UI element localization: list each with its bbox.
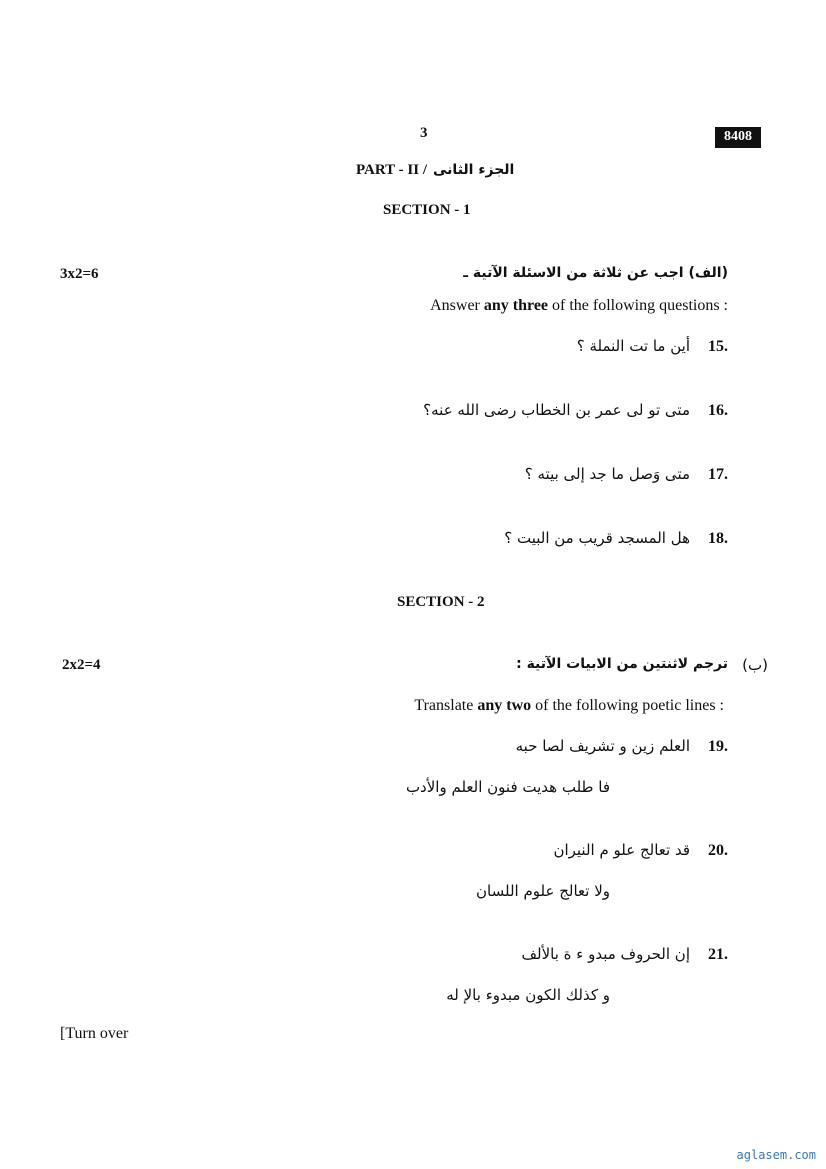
question-17	[525, 465, 728, 484]
question-number: 20.	[708, 842, 728, 859]
question-20	[553, 841, 728, 860]
turn-over-note: [Turn over	[60, 1025, 129, 1042]
instruction-en-bold: any three	[483, 297, 549, 314]
question-text: أين ما تت النملة ؟	[576, 337, 690, 355]
section-2-instruction-ar: ترجم لاثنتين من الابيات الآتية :	[516, 656, 728, 672]
section-1-marks: 3x2=6	[60, 266, 99, 282]
poem-line-1: إن الحروف مبدو ء ة بالألف	[521, 945, 690, 963]
poem-line-1: العلم زين و تشريف لصا حبه	[515, 737, 690, 755]
paper-code-badge: 8408	[715, 127, 761, 148]
question-16	[423, 401, 728, 420]
question-number: 19.	[708, 738, 728, 755]
question-number: 17.	[708, 466, 728, 483]
poem-line-2: ولا تعالج علوم اللسان	[476, 882, 610, 900]
question-number: 18.	[708, 530, 728, 547]
question-18	[504, 529, 728, 548]
poem-line-2: فا طلب هديت فنون العلم والأدب	[405, 778, 610, 796]
part-title	[356, 162, 514, 179]
instruction-en-post: of the following questions :	[548, 297, 728, 314]
question-text: متى وَصل ما جد إلى بيته ؟	[524, 465, 690, 483]
section-2-marks: 2x2=4	[62, 657, 101, 673]
question-text: هل المسجد قريب من البيت ؟	[504, 529, 690, 547]
section-1-title: SECTION - 1	[383, 202, 471, 218]
section-2-label-ar: (ب)	[742, 656, 768, 674]
question-19	[516, 737, 728, 756]
part-title-en: PART - II /	[356, 162, 428, 178]
question-number: 16.	[708, 402, 728, 419]
instruction-en-pre: Answer	[430, 297, 484, 314]
instruction-en-pre: Translate	[414, 697, 478, 714]
part-title-ar: الجزء الثانى	[433, 162, 515, 178]
instruction-en-bold: any two	[477, 697, 532, 714]
poem-line-2: و كذلك الكون مبدوء بالإ له	[446, 986, 610, 1004]
question-15	[577, 337, 728, 356]
instruction-en-post: of the following poetic lines :	[531, 697, 724, 714]
page-number: 3	[420, 125, 428, 141]
question-21	[521, 945, 728, 964]
section-1-instruction-en	[430, 297, 728, 315]
watermark: aglasem.com	[736, 1148, 816, 1162]
section-1-instruction-ar: (الف) اجب عن ثلاثة من الاسئلة الآتية ـ	[463, 265, 728, 281]
section-2-title: SECTION - 2	[397, 594, 485, 610]
question-number: 15.	[708, 338, 728, 355]
question-text: متى تو لى عمر بن الخطاب رضى الله عنه؟	[423, 401, 690, 419]
question-number: 21.	[708, 946, 728, 963]
poem-line-1: قد تعالج علو م النيران	[553, 841, 690, 859]
section-2-instruction-en	[414, 697, 724, 715]
